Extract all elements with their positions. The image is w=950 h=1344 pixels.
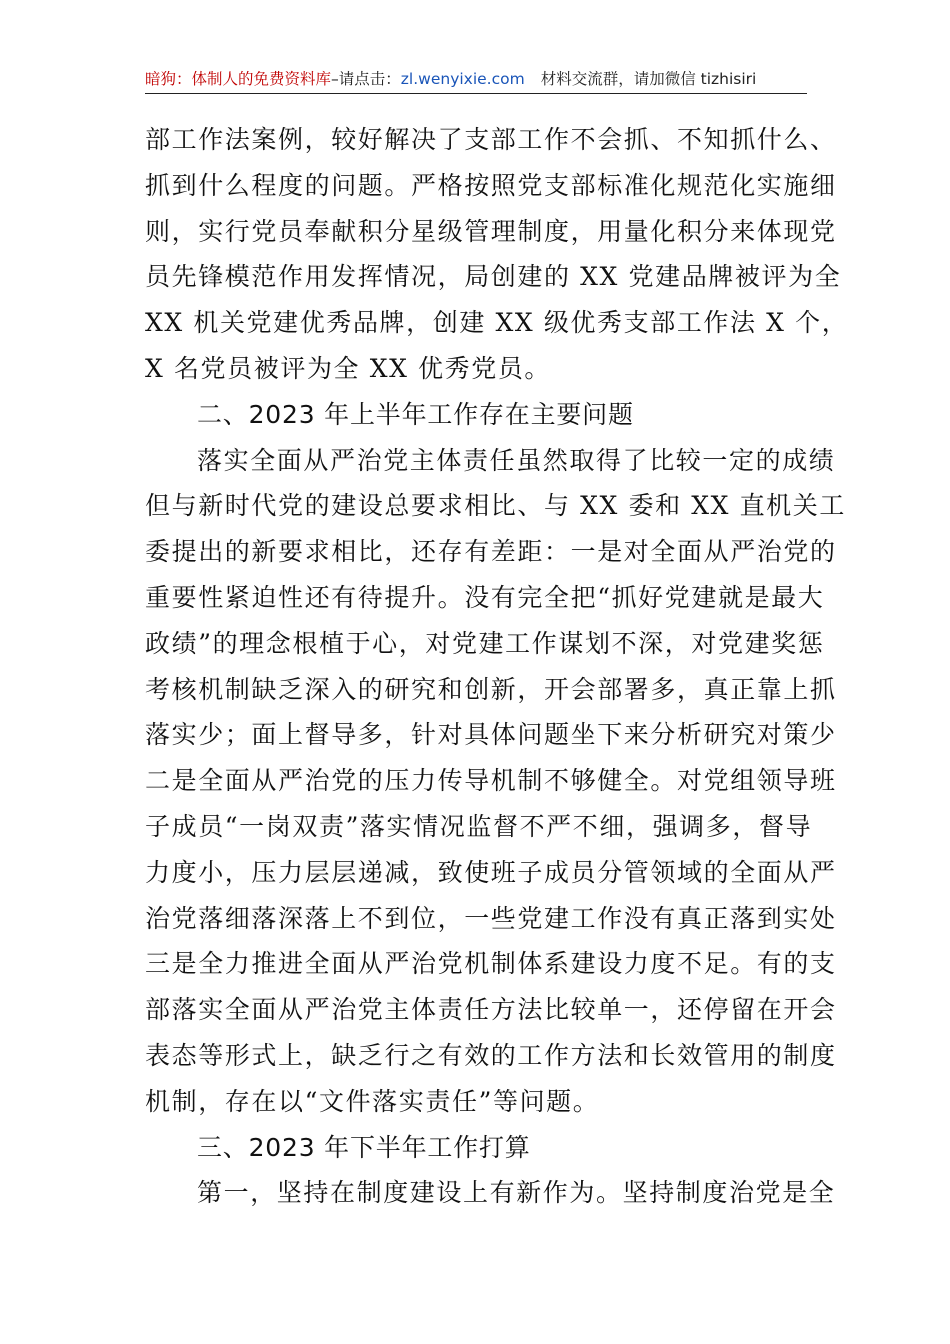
body-line: 子成员“一岗双责”落实情况监督不严不细，强调多，督导 [145, 811, 813, 841]
body-line: 表态等形式上，缺乏行之有效的工作方法和长效管用的制度 [145, 1040, 837, 1070]
document-body [145, 117, 849, 1216]
body-line: 抓到什么程度的问题。严格按照党支部标准化规范化实施细 [145, 170, 837, 200]
header-wechat-note: 材料交流群，请加微信 tizhisiri [540, 70, 757, 88]
body-line: 考核机制缺乏深入的研究和创新，开会部署多，真正靠上抓 [145, 674, 837, 704]
body-line: 治党落细落深落上不到位，一些党建工作没有真正落到实处 [145, 903, 837, 933]
paragraph-start: 落实全面从严治党主体责任虽然取得了比较一定的成绩 [197, 445, 836, 475]
header-site-link[interactable]: zl.wenyixie.com [400, 70, 525, 88]
body-line: 政绩”的理念根植于心，对党建工作谋划不深，对党建奖惩 [145, 628, 825, 658]
page-header [145, 64, 807, 94]
paragraph-start: 第一，坚持在制度建设上有新作为。坚持制度治党是全 [197, 1178, 836, 1208]
body-line: XX 机关党建优秀品牌，创建 XX 级优秀支部工作法 X 个， [145, 308, 849, 338]
body-line: 部工作法案例，较好解决了支部工作不会抓、不知抓什么、 [145, 125, 837, 154]
header-prompt: –请点击： [331, 70, 401, 88]
section-heading-2: 二、2023 年上半年工作存在主要问题 [197, 399, 634, 429]
section-heading-3: 三、2023 年下半年工作打算 [197, 1132, 531, 1162]
body-line: 部落实全面从严治党主体责任方法比较单一，还停留在开会 [145, 995, 837, 1025]
header-brand: 暗狗：体制人的免费资料库 [145, 70, 332, 88]
body-line: X 名党员被评为全 XX 优秀党员。 [145, 353, 552, 383]
body-line: 机制，存在以“文件落实责任”等问题。 [145, 1086, 600, 1116]
body-line: 则，实行党员奉献积分星级管理制度，用量化积分来体现党 [145, 216, 837, 246]
body-line: 力度小，压力层层递减，致使班子成员分管领域的全面从严 [145, 857, 837, 887]
body-line: 二是全面从严治党的压力传导机制不够健全。对党组领导班 [145, 766, 837, 796]
body-line: 员先锋模范作用发挥情况，局创建的 XX 党建品牌被评为全 [145, 262, 842, 292]
body-line: 委提出的新要求相比，还存有差距：一是对全面从严治党的 [145, 537, 837, 567]
body-line: 三是全力推进全面从严治党机制体系建设力度不足。有的支 [145, 949, 837, 979]
body-line: 但与新时代党的建设总要求相比、与 XX 委和 XX 直机关工 [145, 491, 846, 521]
body-line: 重要性紧迫性还有待提升。没有完全把“抓好党建就是最大 [145, 582, 825, 612]
body-line: 落实少；面上督导多，针对具体问题坐下来分析研究对策少 [145, 720, 837, 750]
